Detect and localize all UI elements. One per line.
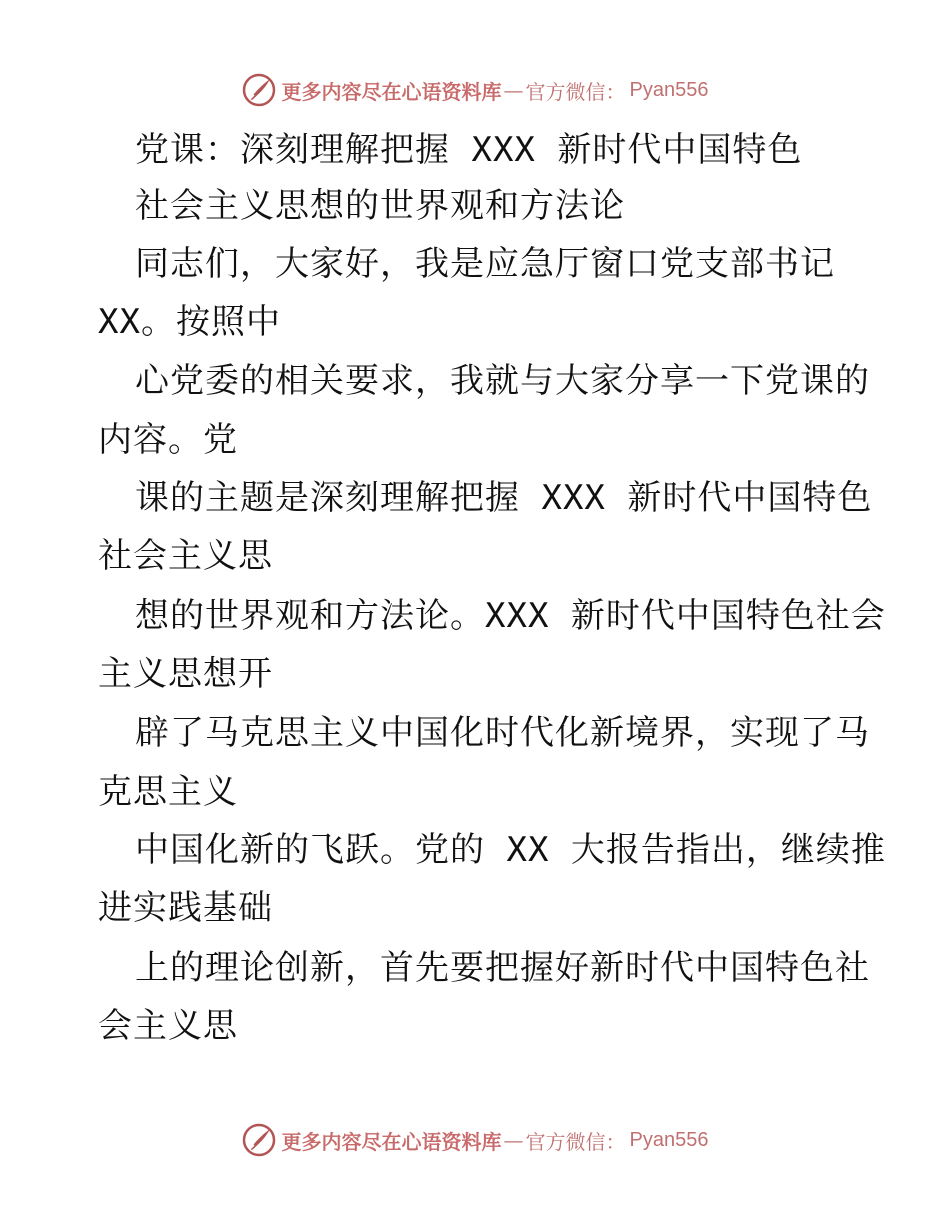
doc-title-line-1: 党课：深刻理解把握 XXX 新时代中国特色 <box>135 130 803 170</box>
doc-text-line: XX。按照中 <box>98 302 281 342</box>
doc-text-line: 上的理论创新，首先要把握好新时代中国特色社 <box>135 948 870 988</box>
doc-title-line-2: 社会主义思想的世界观和方法论 <box>135 186 625 226</box>
doc-text-line: 克思主义 <box>98 772 238 812</box>
quill-pen-logo-icon <box>242 1123 276 1157</box>
doc-text-line: 内容。党 <box>98 420 238 460</box>
banner-dash: — <box>503 1128 524 1152</box>
banner-dash: — <box>503 78 524 102</box>
doc-text-line: 心党委的相关要求，我就与大家分享一下党课的 <box>135 361 870 401</box>
banner-wechat-label: 官方微信： <box>525 79 626 104</box>
doc-text-line: 会主义思 <box>98 1006 238 1046</box>
doc-text-line: 中国化新的飞跃。党的 XX 大报告指出，继续推 <box>135 830 886 870</box>
quill-pen-logo-icon <box>242 73 276 107</box>
doc-text-line: 想的世界观和方法论。XXX 新时代中国特色社会 <box>135 596 886 636</box>
doc-text-line: 辟了马克思主义中国化时代化新境界，实现了马 <box>135 713 870 753</box>
header-banner <box>0 70 950 110</box>
banner-wechat-account: Pyan556 <box>629 1128 709 1151</box>
doc-text-line: 课的主题是深刻理解把握 XXX 新时代中国特色 <box>135 478 873 518</box>
banner-wechat-account: Pyan556 <box>629 78 709 101</box>
doc-text-line: 社会主义思 <box>98 536 273 576</box>
banner-wechat-label: 官方微信： <box>525 1129 626 1154</box>
doc-text-line: 同志们，大家好，我是应急厅窗口党支部书记 <box>135 244 835 284</box>
banner-brand-text: 更多内容尽在心语资料库 <box>281 79 502 104</box>
footer-banner <box>0 1120 950 1160</box>
banner-brand-text: 更多内容尽在心语资料库 <box>281 1129 502 1154</box>
doc-text-line: 主义思想开 <box>98 654 273 694</box>
doc-text-line: 进实践基础 <box>98 888 273 928</box>
